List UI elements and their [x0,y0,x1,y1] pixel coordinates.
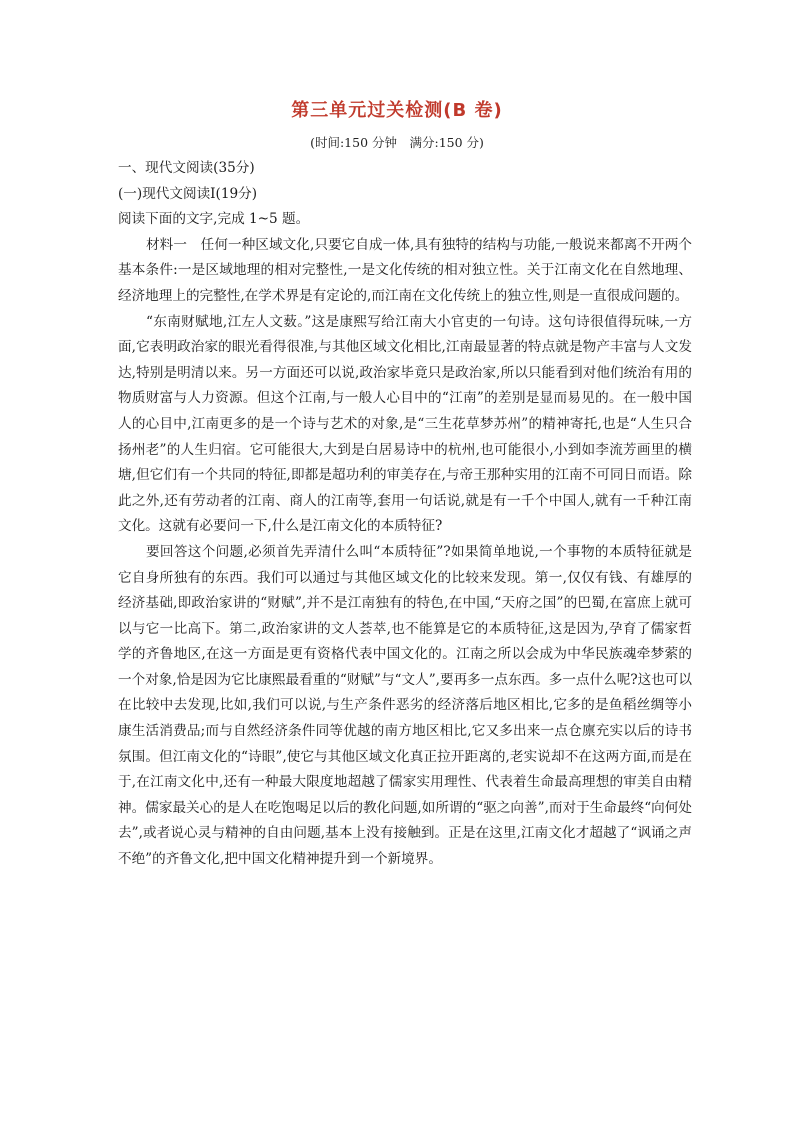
exam-time-score: (时间:150 分钟 满分:150 分) [310,135,484,150]
reading-instruction: 阅读下面的文字,完成 1~5 题。 [118,211,310,228]
passage-paragraph-1: 材料一 任何一种区域文化,只要它自成一体,具有独特的结构与功能,一般说来都离不开两个基本条件:一是区域地理的相对完整性,一是文化传统的相对独立性。关于江南文化在自然地理、经济地理上的完整性,在学术界是有定论的,而江南在文化传统上的独立性,则是一直很成问题的。 [118,236,692,304]
passage-paragraph-3: 要回答这个问题,必须首先弄清什么叫“本质特征”?如果简单地说,一个事物的本质特征就是它自身所独有的东西。我们可以通过与其他区域文化的比较来发现。第一,仅仅有钱、有雄厚的经济基础,即政治家讲的“财赋”,并不是江南独有的特色,在中国,“天府之国”的巴蜀,在富庶上就可以与它一比高下。第二,政治家讲的文人荟萃,也不能算是它的本质特征,这是因为,孕育了儒家哲学的齐鲁地区,在这一方面是更有资格代表中国文化的。江南之所以会成为中华民族魂牵梦萦的一个对象,恰是因为它比康熙最看重的“财赋”与“文人”,要再多一点东西。多一点什么呢?这也可以在比较中去发现,比如,我们可以说,与生产条件恶劣的经济落后地区相比,它多的是鱼稻丝绸等小康生活消费品;而与自然经济条件同等优越的南方地区相比,它又多出来一点仓廪充实以后的诗书氛围。但江南文化的“诗眼”,使它与其他区域文化真正拉开距离的,老实说却不在这两方面,而是在于,在江南文化中,还有一种最大限度地超越了儒家实用理性、代表着生命最高理想的审美自由精神。儒家最关心的是人在吃饱喝足以后的教化问题,如所谓的“驱之向善”,而对于生命最终“向何处去”,或者说心灵与精神的自由问题,基本上没有接触到。正是在这里,江南文化才超越了“讽诵之声不绝”的齐鲁文化,把中国文化精神提升到一个新境界。 [118,543,692,868]
page-title: 第三单元过关检测(B 卷) [291,100,503,121]
subsection-heading: (一)现代文阅读Ⅰ(19分) [118,185,258,202]
passage-paragraph-2: “东南财赋地,江左人文薮。”这是康熙写给江南大小官吏的一句诗。这句诗很值得玩味,一方面,它表明政治家的眼光看得很准,与其他区域文化相比,江南最显著的特点就是物产丰富与人文发达,特别是明清以来。另一方面还可以说,政治家毕竟只是政治家,所以只能看到对他们统治有用的物质财富与人力资源。但这个江南,与一般人心目中的“江南”的差别是显而易见的。在一般中国人的心目中,江南更多的是一个诗与艺术的对象,是“三生花草梦苏州”的精神寄托,也是“人生只合扬州老”的人生归宿。它可能很大,大到是白居易诗中的杭州,也可能很小,小到如李流芳画里的横塘,但它们有一个共同的特征,即都是超功利的审美存在,与帝王那种实用的江南不可同日而语。除此之外,还有劳动者的江南、商人的江南等,套用一句话说,就是有一千个中国人,就有一千种江南文化。这就有必要问一下,什么是江南文化的本质特征? [118,313,692,535]
section-heading: 一、现代文阅读(35分) [118,160,255,176]
exam-content [118,156,692,873]
